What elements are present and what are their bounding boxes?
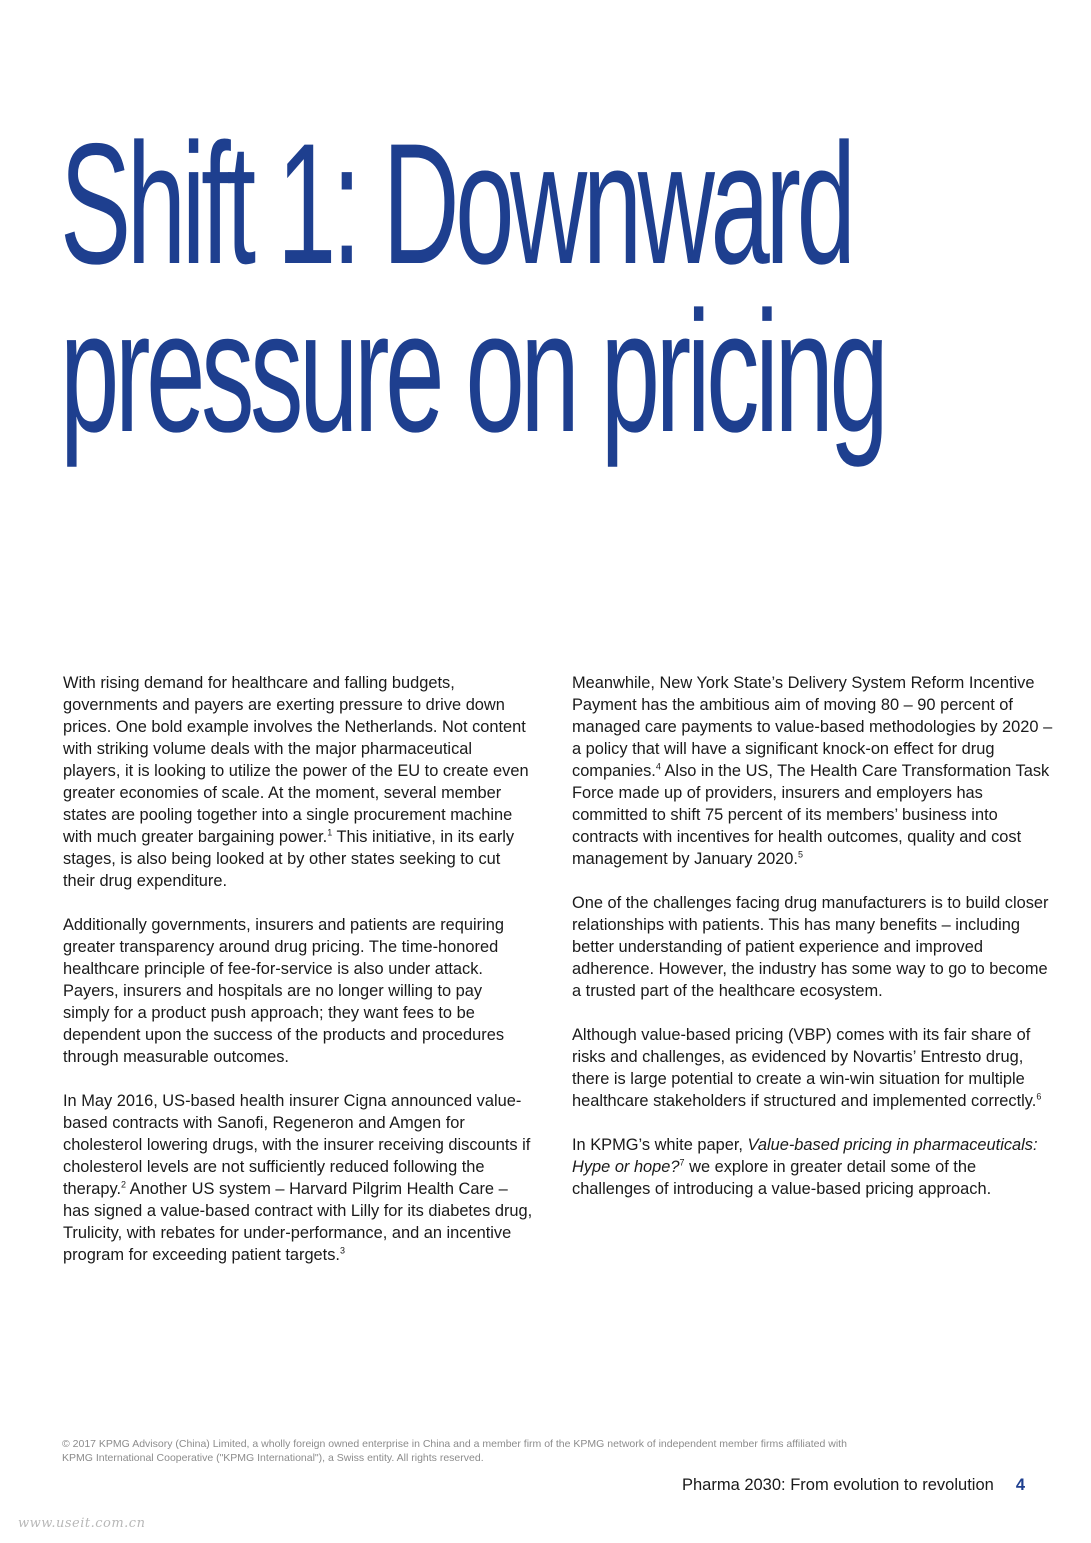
copyright-line-1: © 2017 KPMG Advisory (China) Limited, a wholly foreign owned enterprise in China and a member firm of the KPMG network of independent member firms affiliated with: [62, 1438, 847, 1450]
paragraph-text: With rising demand for healthcare and falling budgets, governments and payers are exerting pressure to drive down prices. One bold example involves the Netherlands. Not content with striking volume deals with the major pharmaceutical players, it is looking to utilize the power of the EU to create even greater economies of scale. At the moment, several member states are pooling together into a single procurement machine with much greater bargaining power.: [63, 674, 529, 846]
page-number: 4: [1015, 1476, 1025, 1494]
footnote-ref-4: 4: [655, 761, 661, 772]
paragraph-text: In KPMG’s white paper,: [572, 1136, 748, 1154]
paragraph-text: Also in the US, The Health Care Transformation Task Force made up of providers, insurers and employers has committed to shift 75 percent of its members’ business into contracts with incentives for health outcomes, quality and cost management by January 2020.: [572, 762, 1050, 868]
footnote-ref-5: 5: [797, 849, 803, 860]
title-line-1: Shift 1: Downward: [60, 108, 852, 300]
paragraph-text: we explore in greater detail some of the challenges of introducing a value-based pricing approach.: [572, 1158, 992, 1198]
paragraph-text: Although value-based pricing (VBP) comes with its fair share of risks and challenges, as evidenced by Novartis’ Entresto drug, there is large potential to create a win-win situation for multiple healthcare stakeholders if structured and implemented correctly.: [572, 1026, 1037, 1110]
paragraph-netherlands: [63, 672, 533, 892]
publication-title: Pharma 2030: From evolution to revolution: [681, 1476, 994, 1494]
footnote-ref-1: 1: [327, 827, 333, 838]
paragraph-transparency: Additionally governments, insurers and patients are requiring greater transparency around drug pricing. The time-honored healthcare principle of fee-for-service is also under attack. Payers, insurers and hospitals are no longer willing to pay simply for a product push approach; they want fees to be dependent upon the success of the products and procedures through measurable outcomes.: [63, 916, 505, 1066]
white-paper-title: Value-based pricing in pharmaceuticals: Hype or hope?: [572, 1136, 1038, 1176]
paragraph-text: In May 2016, US-based health insurer Cigna announced value-based contracts with Sanofi, Regeneron and Amgen for cholesterol lowering drugs, with the insurer receiving discounts if cholesterol levels are not sufficiently reduced following the therapy.: [63, 1092, 531, 1198]
paragraph-white-paper: [572, 1134, 1057, 1200]
paragraph-patients: One of the challenges facing drug manufacturers is to build closer relationships with patients. This has many benefits – including better understanding of patient experience and improved adherence. However, the industry has some way to go to become a trusted part of the healthcare ecosystem.: [572, 894, 1049, 1000]
footnote-ref-2: 2: [121, 1179, 127, 1190]
watermark: www.useit.com.cn: [18, 1516, 146, 1531]
paragraph-cigna: [63, 1090, 533, 1266]
paragraph-new-york: [572, 672, 1057, 870]
page-title: [60, 108, 1060, 468]
title-line-2: pressure on pricing: [60, 276, 885, 468]
paragraph-vbp: [572, 1024, 1057, 1112]
paragraph-text: Meanwhile, New York State’s Delivery System Reform Incentive Payment has the ambitious aim of moving 80 – 90 percent of managed care payments to value-based methodologies by 2020 – a policy that will have a significant knock-on effect for drug companies.: [572, 674, 1053, 780]
right-column: [572, 672, 1057, 1222]
left-column: [63, 672, 533, 1288]
footnote-ref-7: 7: [679, 1157, 685, 1168]
footnote-ref-3: 3: [339, 1245, 345, 1256]
copyright-line-2: KPMG International Cooperative ("KPMG International"), a Swiss entity. All rights reserved.: [62, 1452, 484, 1464]
footnote-ref-6: 6: [1036, 1091, 1042, 1102]
running-footer: [682, 1476, 1025, 1495]
copyright-notice: [62, 1437, 1042, 1465]
paragraph-text: Another US system – Harvard Pilgrim Health Care – has signed a value-based contract with Lilly for its diabetes drug, Trulicity, with rebates for under-performance, and an incentive program for exceeding patient targets.: [63, 1180, 533, 1264]
paragraph-text: This initiative, in its early stages, is also being looked at by other states seeking to cut their drug expenditure.: [63, 828, 515, 890]
